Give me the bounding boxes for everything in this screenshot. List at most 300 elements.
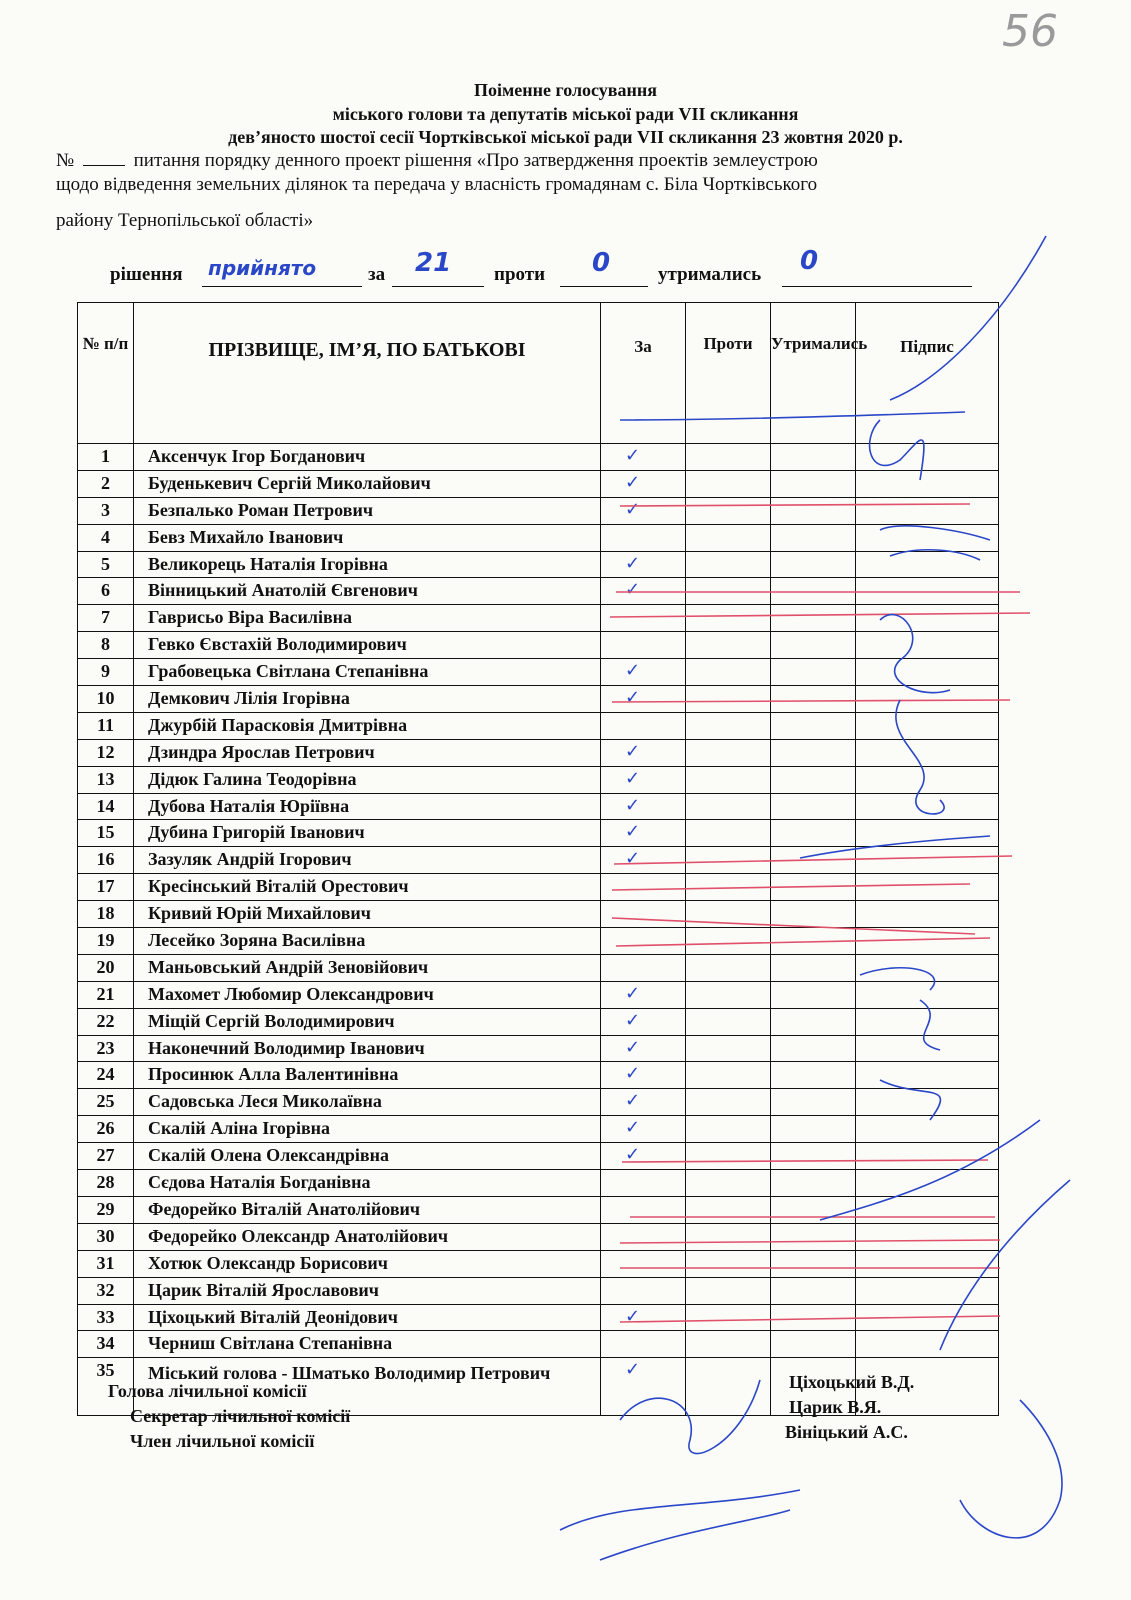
signature-cell bbox=[856, 1035, 999, 1062]
vote-against-cell bbox=[686, 1223, 771, 1250]
signature-cell bbox=[856, 847, 999, 874]
row-number: 25 bbox=[78, 1089, 134, 1116]
check-mark-icon: ✓ bbox=[625, 498, 641, 520]
vote-against-cell bbox=[686, 578, 771, 605]
row-number: 29 bbox=[78, 1196, 134, 1223]
table-row bbox=[78, 1223, 999, 1250]
vote-abstained-cell bbox=[771, 712, 856, 739]
check-mark-icon: ✓ bbox=[625, 1090, 641, 1112]
row-number: 6 bbox=[78, 578, 134, 605]
vote-against-cell bbox=[686, 1035, 771, 1062]
table-row bbox=[78, 632, 999, 659]
check-mark-icon: ✓ bbox=[625, 848, 641, 870]
vote-abstained-cell bbox=[771, 1170, 856, 1197]
signature-cell bbox=[856, 686, 999, 713]
vote-against-cell bbox=[686, 497, 771, 524]
signature-cell bbox=[856, 1116, 999, 1143]
row-number: 35 bbox=[78, 1358, 134, 1416]
deputy-name: Просинюк Алла Валентинівна bbox=[134, 1062, 601, 1089]
vote-for-cell bbox=[601, 1250, 686, 1277]
signature-cell bbox=[856, 444, 999, 471]
vote-abstained-cell bbox=[771, 1331, 856, 1358]
vote-for-cell bbox=[601, 497, 686, 524]
vote-against-cell bbox=[686, 632, 771, 659]
signature-cell bbox=[856, 605, 999, 632]
check-mark-icon: ✓ bbox=[625, 740, 641, 762]
deputy-name: Міський голова - Шматько Володимир Петрович bbox=[134, 1358, 601, 1416]
vote-table bbox=[77, 302, 999, 1416]
vote-abstained-cell bbox=[771, 578, 856, 605]
vote-abstained-cell bbox=[771, 686, 856, 713]
vote-against-cell bbox=[686, 928, 771, 955]
deputy-name: Царик Віталій Ярославович bbox=[134, 1277, 601, 1304]
vote-for-cell bbox=[601, 1331, 686, 1358]
check-mark-icon: ✓ bbox=[625, 660, 641, 682]
vote-abstained-cell bbox=[771, 1196, 856, 1223]
vote-abstained-cell bbox=[771, 632, 856, 659]
check-mark-icon: ✓ bbox=[625, 1009, 641, 1031]
vote-against-cell bbox=[686, 605, 771, 632]
deputy-name: Джурбій Парасковія Дмитрівна bbox=[134, 712, 601, 739]
vote-for-cell bbox=[601, 1008, 686, 1035]
vote-for-cell bbox=[601, 1196, 686, 1223]
for-label: за bbox=[368, 264, 386, 285]
table-row bbox=[78, 981, 999, 1008]
signature-cell bbox=[856, 739, 999, 766]
row-number: 24 bbox=[78, 1062, 134, 1089]
vote-abstained-cell bbox=[771, 470, 856, 497]
deputy-name: Маньовський Андрій Зеновійович bbox=[134, 954, 601, 981]
table-row bbox=[78, 1304, 999, 1331]
table-row bbox=[78, 793, 999, 820]
agenda-line-3: району Тернопільської області» bbox=[56, 210, 314, 231]
vote-for-cell bbox=[601, 524, 686, 551]
deputy-name: Кресінський Віталій Орестович bbox=[134, 874, 601, 901]
vote-abstained-cell bbox=[771, 1143, 856, 1170]
signature-cell bbox=[856, 524, 999, 551]
table-row bbox=[78, 497, 999, 524]
check-mark-icon: ✓ bbox=[625, 552, 641, 574]
check-mark-icon: ✓ bbox=[625, 821, 641, 843]
vote-abstained-cell bbox=[771, 1277, 856, 1304]
signature-mark bbox=[960, 1400, 1062, 1538]
row-number: 32 bbox=[78, 1277, 134, 1304]
check-mark-icon: ✓ bbox=[625, 445, 641, 466]
row-number: 10 bbox=[78, 686, 134, 713]
table-row bbox=[78, 901, 999, 928]
for-value: 21 bbox=[415, 248, 452, 278]
deputy-name: Буденькевич Сергій Миколайович bbox=[134, 470, 601, 497]
decision-row bbox=[110, 246, 990, 292]
check-mark-icon: ✓ bbox=[625, 1144, 641, 1166]
deputy-name: Зазуляк Андрій Ігорович bbox=[134, 847, 601, 874]
deputy-name: Вінницький Анатолій Євгенович bbox=[134, 578, 601, 605]
table-row bbox=[78, 1035, 999, 1062]
deputy-name: Гевко Євстахій Володимирович bbox=[134, 632, 601, 659]
vote-abstained-cell bbox=[771, 1250, 856, 1277]
signature-cell bbox=[856, 1196, 999, 1223]
deputy-name: Хотюк Олександр Борисович bbox=[134, 1250, 601, 1277]
abstained-underline bbox=[782, 286, 972, 287]
table-row bbox=[78, 766, 999, 793]
table-row bbox=[78, 739, 999, 766]
vote-against-cell bbox=[686, 686, 771, 713]
member-label: Член лічильної комісії bbox=[130, 1431, 315, 1451]
vote-against-cell bbox=[686, 659, 771, 686]
vote-against-cell bbox=[686, 1062, 771, 1089]
against-value: 0 bbox=[592, 248, 611, 278]
vote-abstained-cell bbox=[771, 1062, 856, 1089]
table-row bbox=[78, 659, 999, 686]
vote-against-cell bbox=[686, 954, 771, 981]
deputy-name: Міщій Сергій Володимирович bbox=[134, 1008, 601, 1035]
vote-for-cell bbox=[601, 632, 686, 659]
deputy-name: Сєдова Наталія Богданівна bbox=[134, 1170, 601, 1197]
table-header-row bbox=[78, 303, 999, 444]
check-mark-icon: ✓ bbox=[625, 579, 641, 601]
vote-against-cell bbox=[686, 1304, 771, 1331]
signature-cell bbox=[856, 659, 999, 686]
vote-abstained-cell bbox=[771, 981, 856, 1008]
deputy-name: Федорейко Віталій Анатолійович bbox=[134, 1196, 601, 1223]
deputy-name: Демкович Лілія Ігорівна bbox=[134, 686, 601, 713]
deputy-name: Безпалько Роман Петрович bbox=[134, 497, 601, 524]
row-number: 8 bbox=[78, 632, 134, 659]
vote-for-cell bbox=[601, 739, 686, 766]
row-number: 19 bbox=[78, 928, 134, 955]
table-row bbox=[78, 551, 999, 578]
vote-against-cell bbox=[686, 793, 771, 820]
signature-cell bbox=[856, 954, 999, 981]
vote-against-cell bbox=[686, 1116, 771, 1143]
vote-for-cell bbox=[601, 1035, 686, 1062]
vote-abstained-cell bbox=[771, 874, 856, 901]
vote-against-cell bbox=[686, 1196, 771, 1223]
deputy-name: Гаврисьо Віра Василівна bbox=[134, 605, 601, 632]
vote-for-cell bbox=[601, 928, 686, 955]
vote-for-cell bbox=[601, 1170, 686, 1197]
signature-cell bbox=[856, 1223, 999, 1250]
vote-against-cell bbox=[686, 1250, 771, 1277]
table-row bbox=[78, 712, 999, 739]
vote-abstained-cell bbox=[771, 928, 856, 955]
vote-abstained-cell bbox=[771, 1304, 856, 1331]
check-mark-icon: ✓ bbox=[625, 1117, 641, 1139]
vote-for-cell bbox=[601, 874, 686, 901]
decision-underline bbox=[202, 286, 362, 287]
vote-for-cell bbox=[601, 1277, 686, 1304]
vote-for-cell bbox=[601, 1062, 686, 1089]
session-line: дев’яносто шостої сесії Чортківської міської ради VII скликання 23 жовтня 2020 р. bbox=[228, 127, 903, 147]
signature-mark bbox=[560, 1490, 800, 1560]
vote-abstained-cell bbox=[771, 847, 856, 874]
agenda-number-prefix: № bbox=[56, 150, 75, 171]
vote-for-cell bbox=[601, 1089, 686, 1116]
vote-against-cell bbox=[686, 1143, 771, 1170]
check-mark-icon: ✓ bbox=[625, 471, 641, 493]
table-row bbox=[78, 578, 999, 605]
signature-cell bbox=[856, 793, 999, 820]
check-mark-icon: ✓ bbox=[625, 1063, 641, 1085]
table-row bbox=[78, 820, 999, 847]
vote-table-body bbox=[78, 444, 999, 1416]
vote-for-cell bbox=[601, 1116, 686, 1143]
abstained-label: утримались bbox=[658, 264, 762, 285]
row-number: 5 bbox=[78, 551, 134, 578]
row-number: 23 bbox=[78, 1035, 134, 1062]
for-underline bbox=[392, 286, 484, 287]
vote-for-cell bbox=[601, 847, 686, 874]
deputy-name: Федорейко Олександр Анатолійович bbox=[134, 1223, 601, 1250]
deputy-name: Бевз Михайло Іванович bbox=[134, 524, 601, 551]
row-number: 26 bbox=[78, 1116, 134, 1143]
vote-for-cell bbox=[601, 444, 686, 471]
row-number: 13 bbox=[78, 766, 134, 793]
vote-for-cell bbox=[601, 659, 686, 686]
signature-cell bbox=[856, 1250, 999, 1277]
check-mark-icon: ✓ bbox=[625, 767, 641, 789]
row-number: 27 bbox=[78, 1143, 134, 1170]
signature-cell bbox=[856, 1062, 999, 1089]
table-row bbox=[78, 1196, 999, 1223]
row-number: 22 bbox=[78, 1008, 134, 1035]
header-signature: Підпис bbox=[856, 303, 999, 444]
row-number: 7 bbox=[78, 605, 134, 632]
table-row bbox=[78, 954, 999, 981]
secretary-name: Царик В.Я. bbox=[789, 1397, 882, 1417]
vote-for-cell bbox=[601, 901, 686, 928]
vote-abstained-cell bbox=[771, 793, 856, 820]
header-num: № п/п bbox=[78, 303, 134, 444]
chair-name: Ціхоцький В.Д. bbox=[789, 1372, 915, 1392]
row-number: 15 bbox=[78, 820, 134, 847]
secretary-label: Секретар лічильної комісії bbox=[130, 1406, 351, 1426]
table-row bbox=[78, 847, 999, 874]
table-row bbox=[78, 1170, 999, 1197]
deputy-name: Скалій Аліна Ігорівна bbox=[134, 1116, 601, 1143]
deputy-name: Грабовецька Світлана Степанівна bbox=[134, 659, 601, 686]
row-number: 16 bbox=[78, 847, 134, 874]
row-number: 12 bbox=[78, 739, 134, 766]
signature-cell bbox=[856, 1008, 999, 1035]
table-row bbox=[78, 1143, 999, 1170]
against-label: проти bbox=[494, 264, 546, 285]
vote-against-cell bbox=[686, 1277, 771, 1304]
vote-for-cell bbox=[601, 981, 686, 1008]
row-number: 14 bbox=[78, 793, 134, 820]
check-mark-icon: ✓ bbox=[625, 982, 641, 1004]
vote-against-cell bbox=[686, 874, 771, 901]
vote-against-cell bbox=[686, 820, 771, 847]
deputy-name: Скалій Олена Олександрівна bbox=[134, 1143, 601, 1170]
check-mark-icon: ✓ bbox=[625, 1036, 641, 1058]
row-number: 31 bbox=[78, 1250, 134, 1277]
signature-cell bbox=[856, 1170, 999, 1197]
deputy-name: Аксенчук Ігор Богданович bbox=[134, 444, 601, 471]
vote-abstained-cell bbox=[771, 901, 856, 928]
page-number: 56 bbox=[1002, 6, 1058, 57]
vote-against-cell bbox=[686, 712, 771, 739]
header-name: ПРІЗВИЩЕ, ІМ’Я, ПО БАТЬКОВІ bbox=[134, 303, 601, 444]
table-row bbox=[78, 605, 999, 632]
table-row bbox=[78, 1089, 999, 1116]
vote-for-cell bbox=[601, 1304, 686, 1331]
vote-against-cell bbox=[686, 766, 771, 793]
deputy-name: Дубова Наталія Юріївна bbox=[134, 793, 601, 820]
vote-abstained-cell bbox=[771, 766, 856, 793]
vote-against-cell bbox=[686, 444, 771, 471]
vote-abstained-cell bbox=[771, 497, 856, 524]
deputy-name: Черниш Світлана Степанівна bbox=[134, 1331, 601, 1358]
vote-abstained-cell bbox=[771, 659, 856, 686]
agenda-number bbox=[56, 150, 818, 172]
agenda-line-2: щодо відведення земельних ділянок та передача у власність громадянам с. Біла Чортківського bbox=[56, 174, 818, 195]
signature-cell bbox=[856, 901, 999, 928]
vote-for-cell bbox=[601, 470, 686, 497]
vote-abstained-cell bbox=[771, 1116, 856, 1143]
table-row bbox=[78, 874, 999, 901]
vote-against-cell bbox=[686, 1170, 771, 1197]
signature-cell bbox=[856, 1277, 999, 1304]
row-number: 34 bbox=[78, 1331, 134, 1358]
row-number: 3 bbox=[78, 497, 134, 524]
vote-for-cell bbox=[601, 1143, 686, 1170]
decision-value: прийнято bbox=[208, 256, 317, 280]
row-number: 20 bbox=[78, 954, 134, 981]
vote-for-cell bbox=[601, 793, 686, 820]
deputy-name: Наконечний Володимир Іванович bbox=[134, 1035, 601, 1062]
vote-abstained-cell bbox=[771, 444, 856, 471]
vote-abstained-cell bbox=[771, 1089, 856, 1116]
table-row bbox=[78, 470, 999, 497]
vote-against-cell bbox=[686, 981, 771, 1008]
vote-abstained-cell bbox=[771, 605, 856, 632]
vote-against-cell bbox=[686, 524, 771, 551]
deputy-name: Ціхоцький Віталій Деонідович bbox=[134, 1304, 601, 1331]
signature-cell bbox=[856, 712, 999, 739]
vote-for-cell bbox=[601, 551, 686, 578]
table-row bbox=[78, 1277, 999, 1304]
vote-for-cell bbox=[601, 578, 686, 605]
table-row bbox=[78, 524, 999, 551]
abstained-value: 0 bbox=[800, 246, 819, 276]
check-mark-icon: ✓ bbox=[625, 687, 641, 709]
table-row bbox=[78, 1250, 999, 1277]
deputy-name: Лесейко Зоряна Василівна bbox=[134, 928, 601, 955]
signature-cell bbox=[856, 470, 999, 497]
row-number: 4 bbox=[78, 524, 134, 551]
signature-cell bbox=[856, 632, 999, 659]
table-row bbox=[78, 928, 999, 955]
vote-against-cell bbox=[686, 551, 771, 578]
vote-for-cell bbox=[601, 1358, 686, 1416]
agenda-number-blank bbox=[83, 165, 125, 166]
vote-against-cell bbox=[686, 1331, 771, 1358]
vote-abstained-cell bbox=[771, 1035, 856, 1062]
chair-label: Голова лічильної комісії bbox=[108, 1381, 307, 1401]
vote-abstained-cell bbox=[771, 739, 856, 766]
agenda-line-1: питання порядку денного проект рішення «Про затвердження проектів землеустрою bbox=[133, 150, 818, 171]
header-against: Проти bbox=[686, 303, 771, 444]
against-underline bbox=[560, 286, 648, 287]
deputy-name: Кривий Юрій Михайлович bbox=[134, 901, 601, 928]
row-number: 2 bbox=[78, 470, 134, 497]
vote-for-cell bbox=[601, 605, 686, 632]
document-title: Поіменне голосування bbox=[473, 80, 658, 100]
check-mark-icon: ✓ bbox=[625, 1359, 641, 1381]
signature-cell bbox=[856, 1304, 999, 1331]
vote-for-cell bbox=[601, 686, 686, 713]
row-number: 28 bbox=[78, 1170, 134, 1197]
vote-abstained-cell bbox=[771, 551, 856, 578]
table-row bbox=[78, 1008, 999, 1035]
header-for: За bbox=[601, 303, 686, 444]
vote-abstained-cell bbox=[771, 1223, 856, 1250]
signature-cell bbox=[856, 578, 999, 605]
signature-cell bbox=[856, 928, 999, 955]
row-number: 9 bbox=[78, 659, 134, 686]
vote-for-cell bbox=[601, 766, 686, 793]
header-abstained: Утримались bbox=[771, 303, 856, 444]
signature-cell bbox=[856, 1331, 999, 1358]
signature-cell bbox=[856, 497, 999, 524]
vote-against-cell bbox=[686, 901, 771, 928]
table-row bbox=[78, 1331, 999, 1358]
vote-for-cell bbox=[601, 712, 686, 739]
vote-for-cell bbox=[601, 820, 686, 847]
signature-cell bbox=[856, 551, 999, 578]
vote-abstained-cell bbox=[771, 820, 856, 847]
deputy-name: Дубина Григорій Іванович bbox=[134, 820, 601, 847]
deputy-name: Махомет Любомир Олександрович bbox=[134, 981, 601, 1008]
signature-cell bbox=[856, 766, 999, 793]
table-row bbox=[78, 1062, 999, 1089]
table-row bbox=[78, 686, 999, 713]
vote-abstained-cell bbox=[771, 954, 856, 981]
row-number: 30 bbox=[78, 1223, 134, 1250]
row-number: 11 bbox=[78, 712, 134, 739]
vote-abstained-cell bbox=[771, 1008, 856, 1035]
row-number: 18 bbox=[78, 901, 134, 928]
signature-cell bbox=[856, 820, 999, 847]
check-mark-icon: ✓ bbox=[625, 1305, 641, 1327]
vote-against-cell bbox=[686, 739, 771, 766]
deputy-name: Великорець Наталія Ігорівна bbox=[134, 551, 601, 578]
vote-against-cell bbox=[686, 1008, 771, 1035]
vote-abstained-cell bbox=[771, 524, 856, 551]
decision-label: рішення bbox=[110, 264, 183, 285]
table-row bbox=[78, 1116, 999, 1143]
row-number: 1 bbox=[78, 444, 134, 471]
deputy-name: Садовська Леся Миколаївна bbox=[134, 1089, 601, 1116]
signature-cell bbox=[856, 1143, 999, 1170]
vote-against-cell bbox=[686, 847, 771, 874]
vote-for-cell bbox=[601, 954, 686, 981]
check-mark-icon: ✓ bbox=[625, 794, 641, 816]
deputy-name: Дзиндра Ярослав Петрович bbox=[134, 739, 601, 766]
row-number: 21 bbox=[78, 981, 134, 1008]
vote-against-cell bbox=[686, 470, 771, 497]
signature-cell bbox=[856, 874, 999, 901]
vote-for-cell bbox=[601, 1223, 686, 1250]
member-name: Вініцький А.С. bbox=[785, 1422, 908, 1442]
document-subtitle: міського голови та депутатів міської ради VII скликання bbox=[332, 104, 799, 124]
row-number: 33 bbox=[78, 1304, 134, 1331]
vote-against-cell bbox=[686, 1358, 771, 1416]
vote-against-cell bbox=[686, 1089, 771, 1116]
row-number: 17 bbox=[78, 874, 134, 901]
deputy-name: Дідюк Галина Теодорівна bbox=[134, 766, 601, 793]
